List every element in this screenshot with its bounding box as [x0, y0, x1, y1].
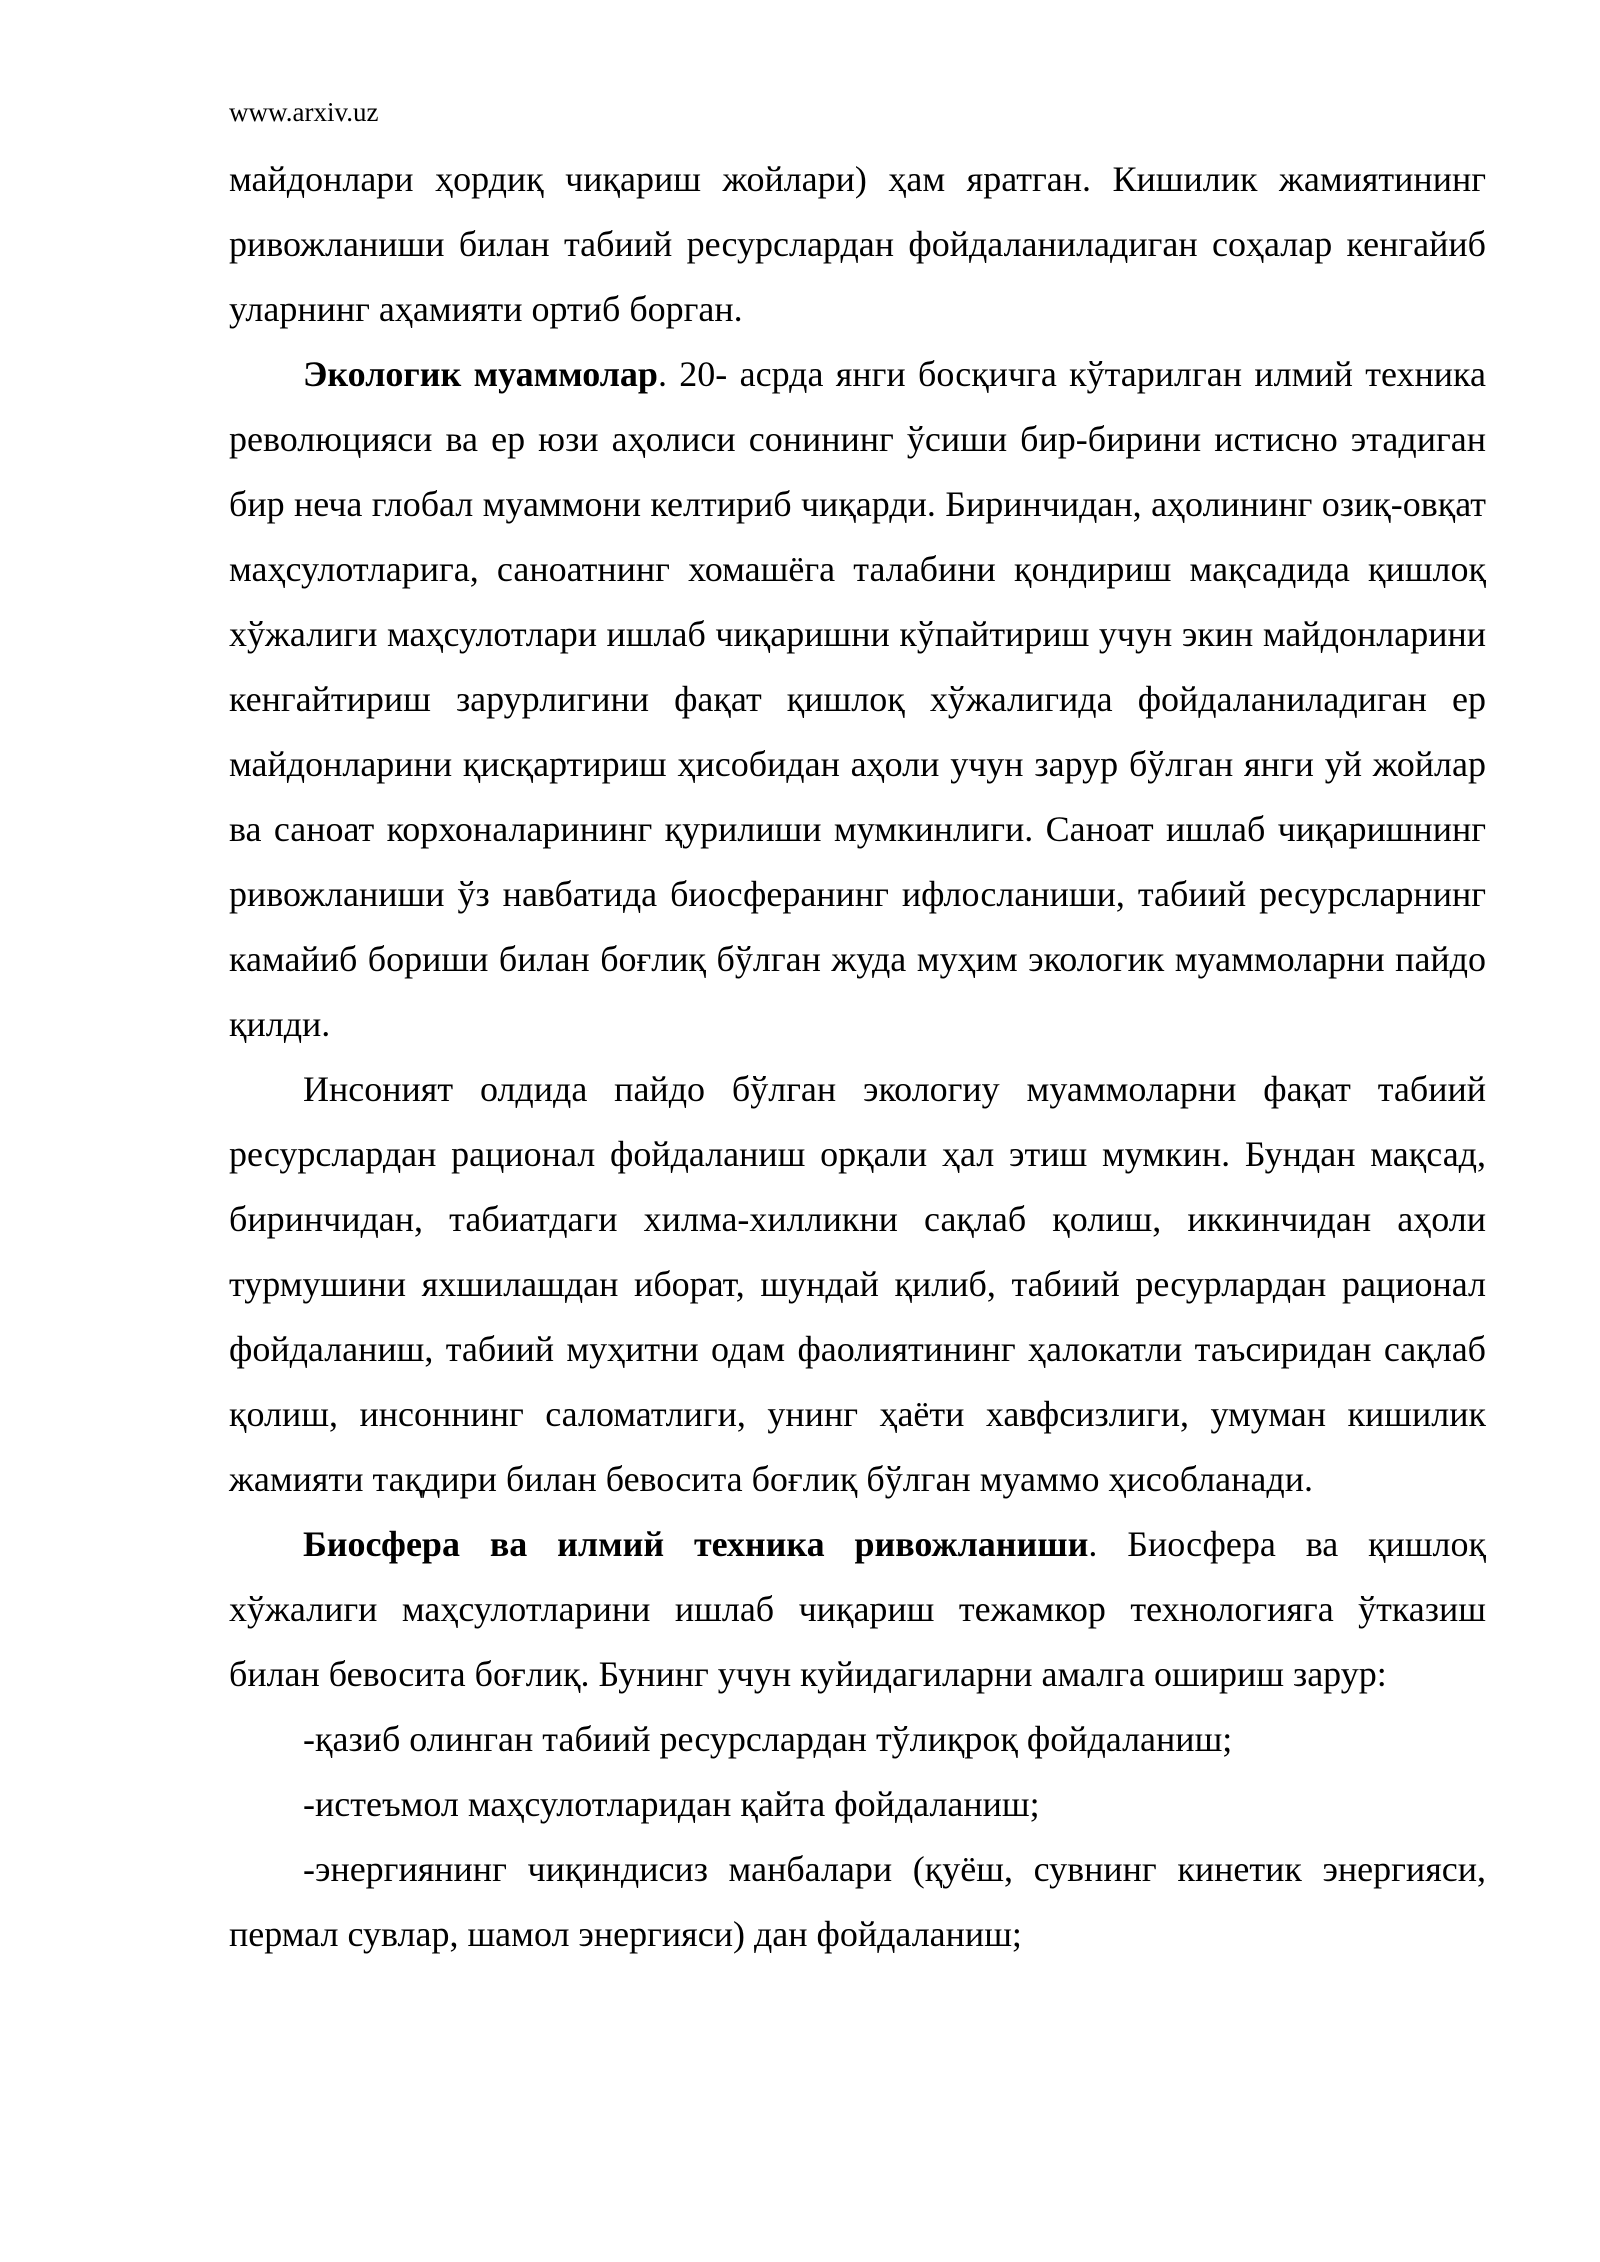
paragraph-biosphere [229, 1512, 1486, 1707]
paragraph-humanity [229, 1057, 1486, 1512]
paragraph-text: . 20- асрда янги босқичга кўтарилган илмий техника революцияси ва ер юзи аҳолиси сонининг ўсиши бир-бирини истисно этадиган бир неча глобал муаммони келтириб чиқарди. Биринчидан, аҳолининг озиқ-овқат маҳсулотларига, саноатнинг хомашёга талабини қондириш мақсадида қишлоқ хўжалиги маҳсулотлари ишлаб чиқаришни кўпайтириш учун экин майдонларини кенгайтириш зарурлигини фақат қишлоқ хўжалигида фойдаланиладиган ер майдонларини қисқартириш ҳисобидан аҳоли учун зарур бўлган янги уй жойлар ва саноат корхоналарининг қурилиши мумкинлиги. Саноат ишлаб чиқаришнинг ривожланиши ўз навбатида биосферанинг ифлосланиши, табиий ресурсларнинг камайиб бориши билан боғлиқ бўлган жуда муҳим экологик муаммоларни пайдо қилди. [229, 354, 1486, 1044]
paragraph-continuation [229, 147, 1486, 342]
paragraph-heading: Экологик муаммолар [303, 354, 658, 394]
paragraph-text: майдонлари ҳордиқ чиқариш жойлари) ҳам яратган. Кишилик жамиятининг ривожланиши билан табиий ресурслардан фойдаланиладиган соҳалар кенгайиб уларнинг аҳамияти ортиб борган. [229, 159, 1486, 329]
list-item [229, 1837, 1486, 1967]
document-body [229, 147, 1486, 1967]
paragraph-heading: Биосфера ва илмий техника ривожланиши [303, 1524, 1089, 1564]
list-item [229, 1772, 1486, 1837]
list-item [229, 1707, 1486, 1772]
list-item-text: -қазиб олинган табиий ресурслардан тўлиқроқ фойдаланиш; [303, 1719, 1233, 1759]
list-item-text: -энергиянинг чиқиндисиз манбалари (қуёш, сувнинг кинетик энергияси, пермал сувлар, шамол энергияси) дан фойдаланиш; [229, 1849, 1486, 1954]
paragraph-ecological-problems [229, 342, 1486, 1057]
paragraph-text: . Биосфера ва қишлоқ хўжалиги маҳсулотларини ишлаб чиқариш тежамкор технологияга ўтказиш билан бевосита боғлиқ. Бунинг учун куйидагиларни амалга ошириш зарур: [229, 1524, 1486, 1694]
page-header-site: www.arxiv.uz [229, 97, 379, 127]
paragraph-text: Инсоният олдида пайдо бўлган экологиу муаммоларни фақат табиий ресурслардан рационал фойдаланиш орқали ҳал этиш мумкин. Бундан мақсад, биринчидан, табиатдаги хилма-хилликни сақлаб қолиш, иккинчидан аҳоли турмушини яхшилашдан иборат, шундай қилиб, табиий ресурлардан рационал фойдаланиш, табиий муҳитни одам фаолиятининг ҳалокатли таъсиридан сақлаб қолиш, инсоннинг саломатлиги, унинг ҳаёти хавфсизлиги, умуман кишилик жамияти тақдири билан бевосита боғлиқ бўлган муаммо ҳисобланади. [229, 1069, 1486, 1499]
list-item-text: -истеъмол маҳсулотларидан қайта фойдаланиш; [303, 1784, 1040, 1824]
